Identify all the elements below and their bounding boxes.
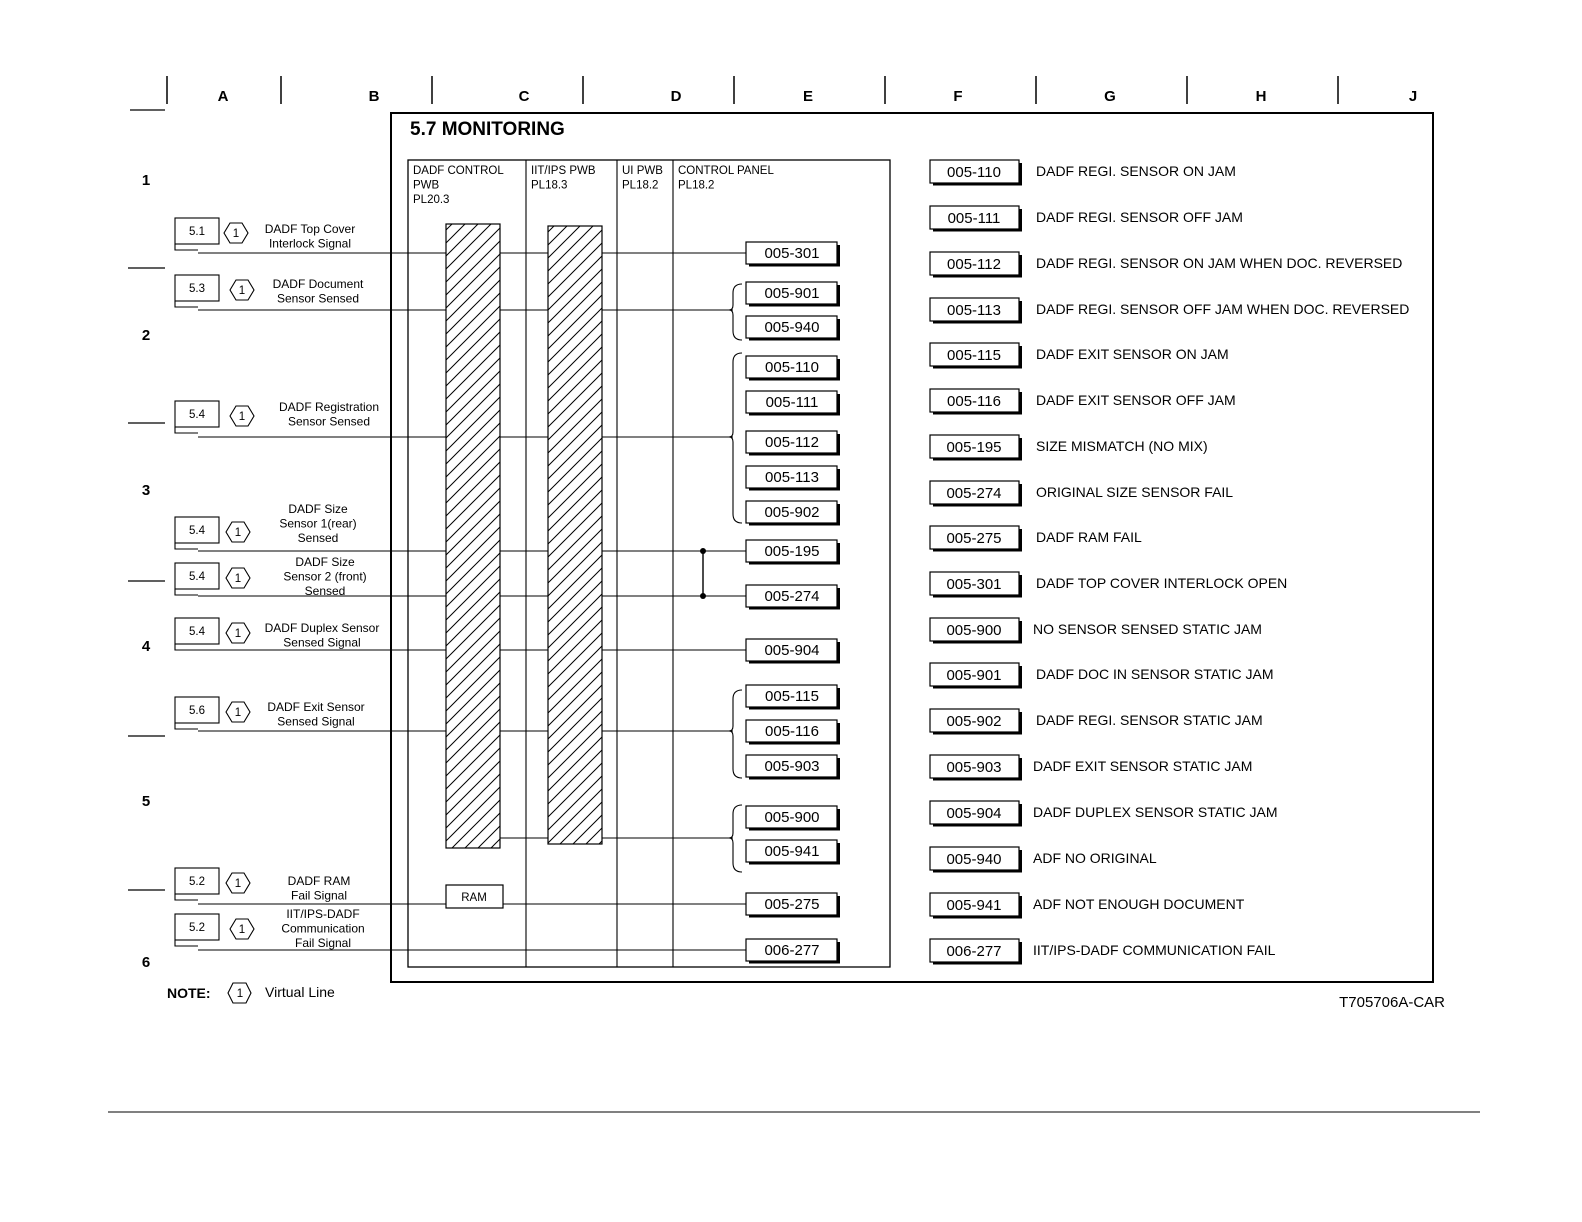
panel-code: 005-904 (764, 642, 820, 659)
code-list-code: 006-277 (946, 943, 1002, 960)
panel-code: 005-275 (764, 896, 820, 913)
column-label-c: C (518, 88, 530, 105)
signal-ref-tail (175, 244, 198, 250)
panel-code-box (746, 540, 840, 565)
panel-code-box (746, 755, 840, 780)
virtual-line-number: 1 (238, 411, 246, 423)
signal-ref: 5.4 (189, 409, 205, 421)
row-label-1: 1 (141, 172, 151, 189)
virtual-line-number: 1 (232, 228, 240, 240)
code-list-description: SIZE MISMATCH (NO MIX) (1036, 438, 1208, 454)
signal-label: DADF Registration Sensor Sensed (278, 400, 380, 429)
junction-dot (700, 548, 706, 554)
panel-code-box (746, 466, 840, 491)
signal-line (175, 697, 446, 731)
code-list-code: 005-301 (946, 576, 1002, 593)
dadf-control-pwb-block (446, 224, 500, 848)
signal-ref: 5.6 (189, 705, 205, 717)
signal-label: DADF Duplex Sensor Sensed Signal (264, 621, 380, 650)
virtual-line-number: 1 (234, 628, 242, 640)
signal-ref-tail (175, 723, 198, 729)
code-list-code: 005-110 (947, 164, 1001, 181)
code-list-description: DADF EXIT SENSOR ON JAM (1036, 346, 1229, 362)
panel-code-box (746, 242, 840, 267)
code-group-brace (729, 284, 742, 340)
code-list-item (930, 755, 1252, 781)
signal-label: DADF Document Sensor Sensed (272, 277, 364, 306)
panel-code: 005-903 (764, 758, 820, 775)
signal-line (175, 618, 446, 650)
note-legend (167, 983, 335, 1003)
signal-line (175, 868, 446, 904)
panel-code-box (746, 685, 840, 710)
panel-code: 005-902 (764, 504, 820, 521)
code-list-description: DADF REGI. SENSOR ON JAM (1036, 163, 1236, 179)
iit-ips-pwb-block (548, 226, 602, 844)
column-grid (130, 76, 1417, 110)
monitoring-frame (391, 113, 1433, 982)
panel-code-box (746, 840, 840, 865)
signal-ref: 5.4 (189, 571, 205, 583)
code-list-item (930, 435, 1208, 461)
code-list-description: NO SENSOR SENSED STATIC JAM (1033, 621, 1262, 637)
signal-ref-tail (175, 644, 198, 650)
signal-line (175, 907, 746, 950)
code-list-code: 005-274 (946, 485, 1002, 502)
code-list-code: 005-904 (946, 805, 1002, 822)
code-list-item (930, 160, 1236, 186)
figure-id: T705706A-CAR (1339, 994, 1445, 1011)
panel-code-box (746, 585, 840, 610)
junction-dot (700, 593, 706, 599)
column-label-a: A (217, 88, 229, 105)
code-list-description: DADF REGI. SENSOR OFF JAM WHEN DOC. REVERSED (1036, 301, 1410, 317)
ram-label: RAM (461, 892, 487, 904)
panel-code-box (746, 282, 840, 307)
code-list-description: DADF EXIT SENSOR OFF JAM (1036, 392, 1236, 408)
panel-code: 005-195 (764, 543, 820, 560)
board-label: CONTROL PANEL PL18.2 (678, 165, 774, 192)
code-list-description: DADF RAM FAIL (1036, 529, 1142, 545)
code-list-item (930, 526, 1142, 552)
column-label-b: B (368, 88, 380, 105)
code-list-item (930, 343, 1229, 369)
board-label: UI PWB PL18.2 (622, 165, 663, 192)
panel-code-box (746, 720, 840, 745)
signal-ref-tail (175, 894, 198, 900)
panel-code-box (746, 806, 840, 831)
column-label-e: E (802, 88, 814, 105)
board-label: DADF CONTROL PWB PL20.3 (413, 165, 504, 206)
code-list-code: 005-116 (947, 393, 1001, 410)
signal-label: DADF Top Cover Interlock Signal (264, 222, 356, 251)
code-list-code: 005-940 (946, 851, 1002, 868)
code-list-code: 005-941 (946, 897, 1002, 914)
virtual-line-number: 1 (234, 527, 242, 539)
panel-code-box (746, 316, 840, 341)
row-label-3: 3 (141, 482, 151, 499)
code-list-description: DADF REGI. SENSOR STATIC JAM (1036, 712, 1263, 728)
code-group-brace (729, 690, 742, 778)
signal-ref-tail (175, 940, 198, 946)
panel-code: 005-112 (765, 434, 819, 451)
code-list-code: 005-113 (947, 302, 1001, 319)
code-list-description: DADF TOP COVER INTERLOCK OPEN (1036, 575, 1288, 591)
signal-ref: 5.2 (189, 922, 205, 934)
row-label-6: 6 (141, 954, 151, 971)
code-list-code: 005-195 (946, 439, 1002, 456)
code-list-description: DADF DUPLEX SENSOR STATIC JAM (1033, 804, 1278, 820)
signal-line (175, 502, 446, 551)
code-list-code: 005-900 (946, 622, 1002, 639)
panel-code-box (746, 431, 840, 456)
column-label-d: D (670, 88, 682, 105)
panel-code-box (746, 356, 840, 381)
panel-code: 005-115 (765, 688, 819, 705)
diagram-title: 5.7 MONITORING (410, 119, 565, 140)
code-list-item (930, 893, 1245, 919)
signal-label: IIT/IPS-DADF Communication Fail Signal (281, 907, 365, 950)
code-list-code: 005-111 (947, 210, 1001, 227)
panel-code: 005-274 (764, 588, 820, 605)
code-list-item (930, 481, 1233, 507)
signal-ref: 5.1 (189, 226, 205, 238)
column-label-h: H (1255, 88, 1267, 105)
panel-code-box (746, 391, 840, 416)
signal-label: DADF Size Sensor 1(rear) Sensed (279, 502, 357, 545)
code-list-description: ORIGINAL SIZE SENSOR FAIL (1036, 484, 1234, 500)
code-group-brace (729, 353, 742, 523)
note-text: Virtual Line (265, 984, 335, 1000)
signal-ref-tail (175, 589, 198, 595)
code-list-description: DADF EXIT SENSOR STATIC JAM (1033, 758, 1253, 774)
signal-line (175, 400, 446, 437)
signal-ref: 5.4 (189, 626, 205, 638)
virtual-line-number: 1 (234, 573, 242, 585)
code-list-item (930, 206, 1243, 232)
code-list-item (930, 663, 1274, 689)
signal-label: DADF RAM Fail Signal (287, 874, 351, 903)
signal-line (175, 218, 446, 253)
signal-line (175, 275, 446, 310)
signal-ref-tail (175, 427, 198, 433)
panel-code: 005-941 (764, 843, 820, 860)
code-list-code: 005-903 (946, 759, 1002, 776)
code-list-code: 005-902 (946, 713, 1002, 730)
board-label: IIT/IPS PWB PL18.3 (531, 165, 596, 192)
virtual-line-number: 1 (238, 924, 246, 936)
code-list-item (930, 298, 1409, 324)
code-list-item (930, 847, 1157, 873)
code-list-item (930, 572, 1287, 598)
panel-code: 005-116 (765, 723, 819, 740)
code-list-item (930, 939, 1276, 965)
panel-code: 005-901 (764, 285, 820, 302)
code-list-item (930, 709, 1263, 735)
row-label-2: 2 (141, 327, 151, 344)
panel-code: 005-940 (764, 319, 820, 336)
code-list-item (930, 389, 1236, 415)
code-list-description: IIT/IPS-DADF COMMUNICATION FAIL (1033, 942, 1276, 958)
panel-code: 005-113 (765, 469, 819, 486)
panel-code-box (746, 939, 840, 964)
code-list-description: DADF REGI. SENSOR OFF JAM (1036, 209, 1243, 225)
code-list-code: 005-112 (947, 256, 1001, 273)
code-list-code: 005-275 (946, 530, 1002, 547)
code-list-description: ADF NOT ENOUGH DOCUMENT (1033, 896, 1245, 912)
column-label-f: F (953, 88, 963, 105)
signal-ref: 5.4 (189, 525, 205, 537)
virtual-line-number: 1 (238, 285, 246, 297)
column-label-g: G (1104, 88, 1116, 105)
signal-ref: 5.3 (189, 283, 205, 295)
panel-code-box (746, 501, 840, 526)
row-grid (128, 172, 165, 971)
signal-ref-tail (175, 543, 198, 549)
ram-block (446, 885, 503, 908)
code-list-description: DADF REGI. SENSOR ON JAM WHEN DOC. REVERSED (1036, 255, 1403, 271)
panel-code: 005-900 (764, 809, 820, 826)
signal-label: DADF Size Sensor 2 (front) Sensed (283, 555, 367, 598)
row-label-4: 4 (141, 638, 151, 655)
panel-code: 005-111 (765, 394, 819, 411)
virtual-line-icon-number: 1 (236, 988, 244, 1000)
column-label-j: J (1408, 88, 1418, 105)
panel-code: 005-301 (764, 245, 820, 262)
panel-code-box (746, 893, 840, 918)
code-list-code: 005-115 (947, 347, 1001, 364)
signal-ref: 5.2 (189, 876, 205, 888)
panel-code-box (746, 639, 840, 664)
virtual-line-number: 1 (234, 707, 242, 719)
code-list-item (930, 618, 1262, 644)
code-list-description: DADF DOC IN SENSOR STATIC JAM (1036, 666, 1274, 682)
code-group-brace (729, 805, 742, 872)
panel-code: 006-277 (764, 942, 820, 959)
code-list-item (930, 252, 1402, 278)
signal-ref-tail (175, 301, 198, 307)
row-label-5: 5 (141, 793, 151, 810)
virtual-line-number: 1 (234, 878, 242, 890)
signal-line (175, 555, 446, 598)
note-label: NOTE: (167, 985, 211, 1001)
code-list-description: ADF NO ORIGINAL (1033, 850, 1157, 866)
signal-label: DADF Exit Sensor Sensed Signal (267, 700, 365, 729)
code-list-code: 005-901 (946, 667, 1002, 684)
panel-code: 005-110 (765, 359, 819, 376)
code-list-item (930, 801, 1278, 827)
